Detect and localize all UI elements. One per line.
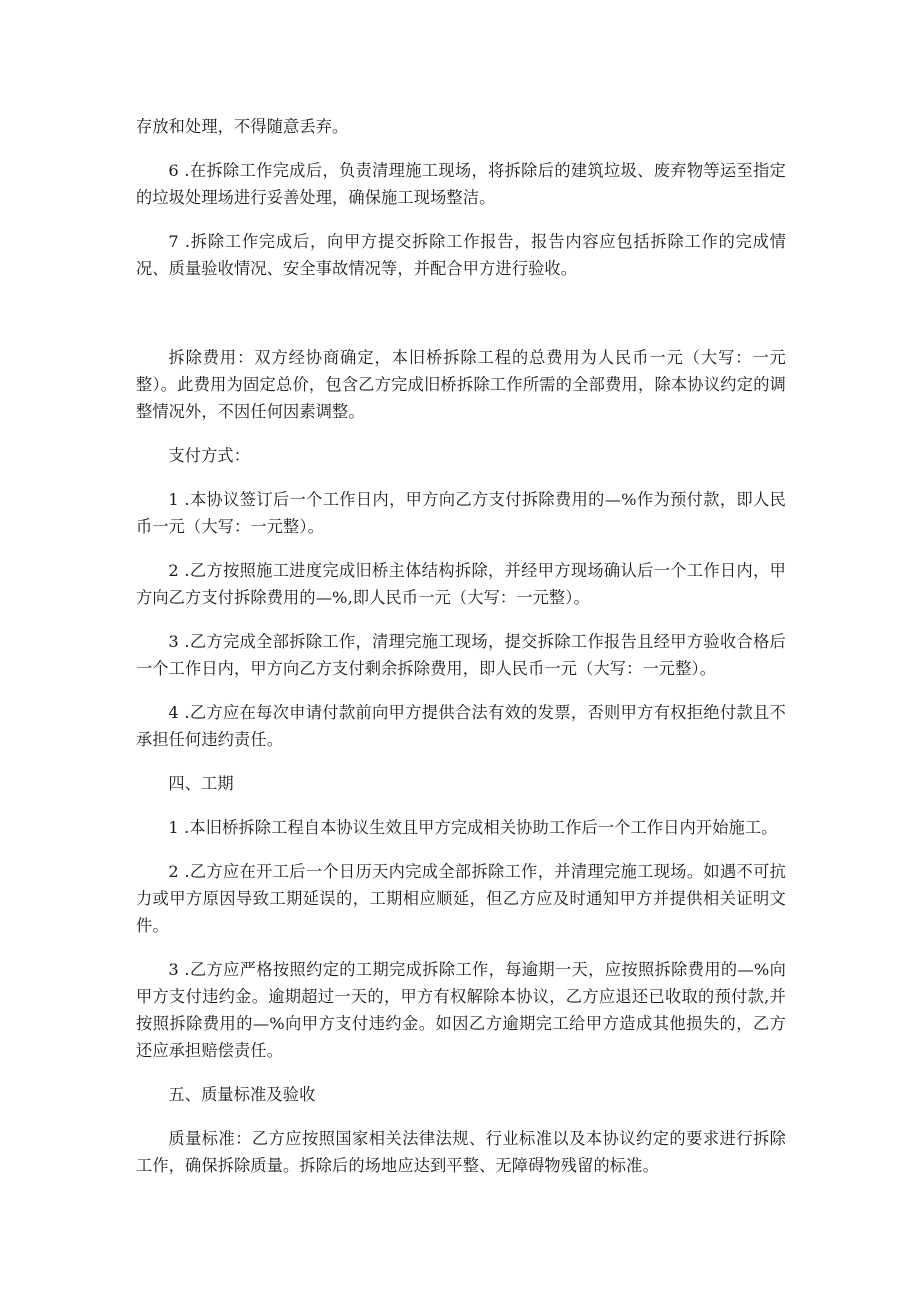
quality-standard-paragraph: 质量标准：乙方应按照国家相关法律法规、行业标准以及本协议约定的要求进行拆除工作，确保拆除质量。拆除后的场地应达到平整、无障碍物残留的标准。 (136, 1129, 786, 1175)
paragraph-continuation: 存放和处理，不得随意丢弃。 (136, 117, 349, 136)
schedule-item-2: 2 .乙方应在开工后一个日历天内完成全部拆除工作，并清理完施工现场。如遇不可抗力或甲方原因导致工期延误的，工期相应顺延，但乙方应及时通知甲方并提供相关证明文件。 (136, 862, 786, 935)
list-item-6: 6 .在拆除工作完成后，负责清理施工现场，将拆除后的建筑垃圾、废弃物等运至指定的垃圾处理场进行妥善处理，确保施工现场整洁。 (136, 161, 786, 207)
schedule-item-3: 3 .乙方应严格按照约定的工期完成拆除工作，每逾期一天，应按照拆除费用的—%向甲方支付违约金。逾期超过一天的，甲方有权解除本协议，乙方应退还已收取的预付款,并按照拆除费用的—%向甲方支付违约金。如因乙方逾期完工给甲方造成其他损失的，乙方还应承担赔偿责任。 (136, 960, 786, 1060)
document-page (136, 113, 786, 1196)
section-heading-schedule: 四、工期 (168, 774, 234, 793)
list-item-7: 7 .拆除工作完成后，向甲方提交拆除工作报告，报告内容应包括拆除工作的完成情况、质量验收情况、安全事故情况等，并配合甲方进行验收。 (136, 232, 786, 278)
fee-paragraph: 拆除费用：双方经协商确定，本旧桥拆除工程的总费用为人民币一元（大写：一元整）。此费用为固定总价，包含乙方完成旧桥拆除工作所需的全部费用，除本协议约定的调整情况外，不因任何因素调整。 (136, 348, 786, 421)
payment-item-4: 4 .乙方应在每次申请付款前向甲方提供合法有效的发票，否则甲方有权拒绝付款且不承担任何违约责任。 (136, 703, 786, 749)
payment-item-2: 2 .乙方按照施工进度完成旧桥主体结构拆除，并经甲方现场确认后一个工作日内，甲方向乙方支付拆除费用的—%,即人民币一元（大写：一元整）。 (136, 561, 786, 607)
payment-heading: 支付方式： (168, 446, 251, 465)
schedule-item-1: 1 .本旧桥拆除工程自本协议生效且甲方完成相关协助工作后一个工作日内开始施工。 (168, 818, 778, 837)
payment-item-3: 3 .乙方完成全部拆除工作，清理完施工现场，提交拆除工作报告且经甲方验收合格后一个工作日内，甲方向乙方支付剩余拆除费用，即人民币一元（大写：一元整）。 (136, 632, 786, 678)
section-heading-quality: 五、质量标准及验收 (168, 1085, 316, 1104)
payment-item-1: 1 .本协议签订后一个工作日内，甲方向乙方支付拆除费用的—%作为预付款，即人民币一元（大写：一元整）。 (136, 490, 786, 536)
